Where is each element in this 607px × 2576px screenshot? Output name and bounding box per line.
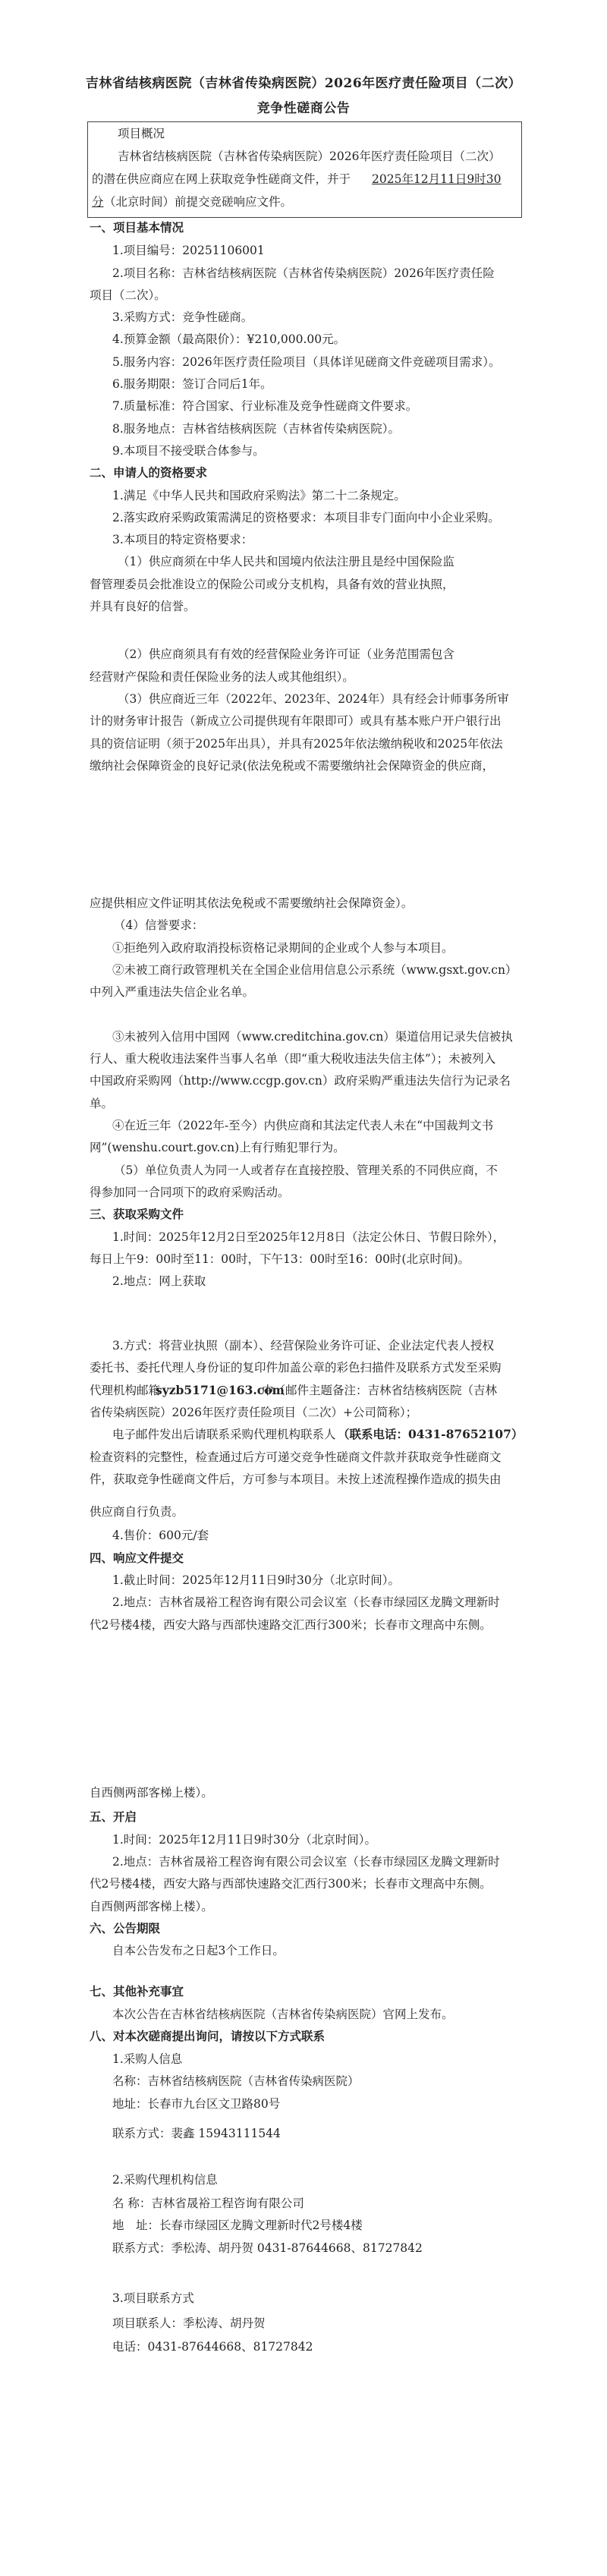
submission-deadline: 2025年12月11日9时30 <box>372 172 502 186</box>
agency-phone: （联系电话：0431-87652107） <box>338 1427 524 1441</box>
agency-email-link[interactable]: syzb5171@163.com <box>156 1383 285 1397</box>
document-title-line2: 竞争性磋商公告 <box>256 101 351 116</box>
document-title-line1: 吉林省结核病医院（吉林省传染病医院）2026年医疗责任险项目（二次） <box>85 76 522 91</box>
